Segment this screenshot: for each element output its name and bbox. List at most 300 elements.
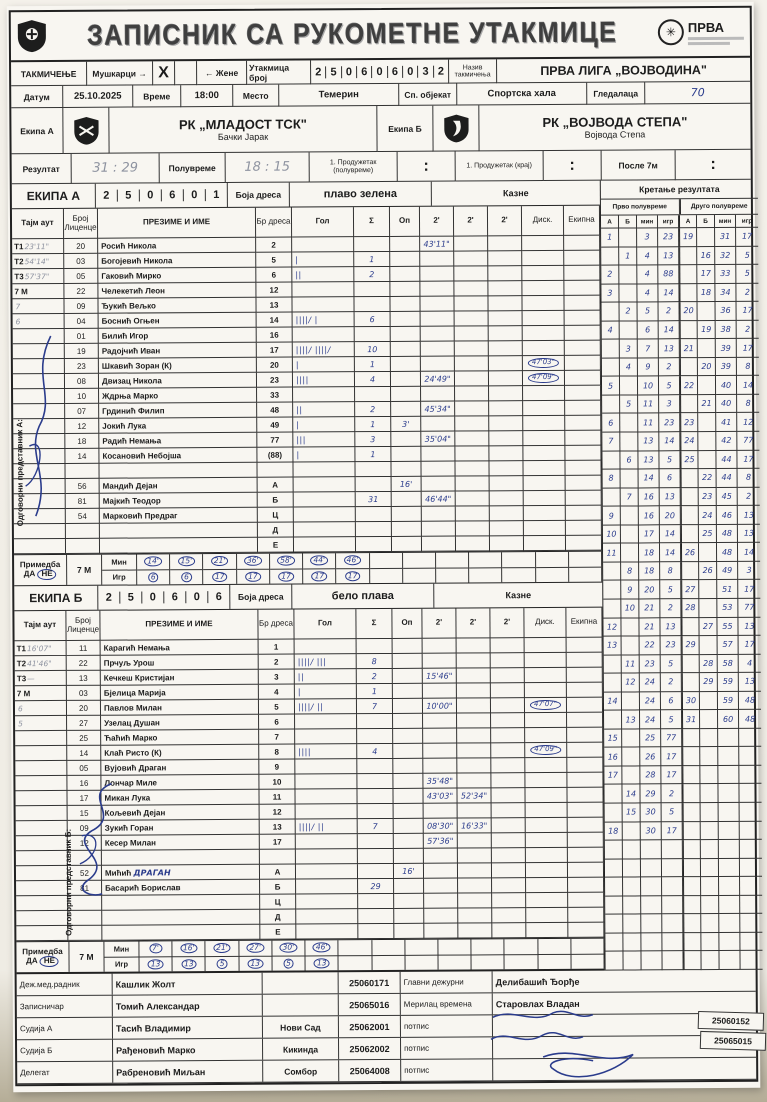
match-digit: 2 [434,65,448,77]
sg-min2: 48 [717,543,738,562]
suspension-time-3 [489,416,523,431]
sg-igr1: 5 [659,451,680,470]
license-number: 15 [68,806,102,821]
official-right-role: потпис [401,1059,493,1081]
sg-min1: 18 [639,544,660,563]
player-name: Узелац Душан [104,718,160,727]
overtime2-label: 1. Продужетак (крај) [456,151,544,182]
player-name: Ђукић Вељко [101,301,155,310]
team-a-rows [12,236,602,555]
seven-m-minute: 21' [211,556,229,566]
col-license: Број Лиценце [64,209,98,239]
goal-tally: || [295,669,357,684]
sg-a1 [605,933,623,952]
sg-b2 [698,451,716,470]
timeout-label: T3 [14,272,23,281]
goal-sum: 1 [355,417,391,432]
goal-sum [355,387,391,402]
team-penalty [568,848,604,863]
suspension-time-3 [490,536,524,551]
suspension-time-2 [454,251,488,266]
suspension-time-3 [488,251,522,266]
sg-b2 [701,859,719,878]
goal-sum: 10 [355,342,391,357]
suspension-time-2 [457,758,491,773]
sg-igr1: 13 [660,488,681,507]
goal-sum: 2 [355,402,391,417]
license-number: 18 [65,434,99,449]
official-right-name: Старовлах Владан [493,992,756,1015]
overtime1-label: 1. Продужетак (полувреме) [310,152,398,183]
goal-sum [357,729,393,744]
suspension-time-2 [455,386,489,401]
team-penalty [564,266,600,281]
suspension-time-2 [454,296,488,311]
sg-b2 [698,376,716,395]
suspension-time-1: 24'49" [421,372,455,387]
jersey-number: Д [260,910,296,925]
sg-igr2 [740,821,762,840]
score-row [602,358,759,378]
sg-igr1: 14 [659,321,680,340]
suspension-time-3 [492,833,526,848]
team-penalty [565,326,601,341]
warning-time [394,834,424,849]
suspension-time-1: 46'44" [422,492,456,507]
result-row [12,150,751,185]
sg-igr2: 17 [737,339,759,358]
place-label: Место [233,85,279,107]
sg-a1 [605,804,623,823]
col-2min-2: 2' [456,608,490,638]
license-number: 10 [65,389,99,404]
sg-a2 [681,525,699,544]
sg-a1 [602,340,620,359]
sg-b1 [622,637,640,656]
goal-tally [292,297,354,312]
suspension-time-2 [455,416,489,431]
jersey-number: Ц [258,508,294,523]
seven-m-player: 17 [245,571,261,581]
seven-m-minute: 46' [344,555,362,565]
player-name: Кољевић Дејан [105,808,166,817]
team-penalty [567,728,603,743]
sg-b2: 18 [697,284,715,303]
score-progression-title: Кретање резултата [601,180,758,200]
score-row [603,469,760,489]
sg-min2: 48 [717,525,738,544]
goal-sum: 4 [357,744,393,759]
goal-tally [295,714,357,729]
sg-b2 [700,636,718,655]
sg-a2 [681,469,699,488]
score-row [602,320,759,340]
sg-min1: 25 [640,729,661,748]
sg-b1: 12 [622,674,640,693]
team-penalty [568,908,604,923]
sg-min2: 42 [716,432,737,451]
sg-a2: 19 [679,228,697,247]
sg-igr2: 2 [737,320,759,339]
sg-igr2: 8 [737,358,759,377]
ekipa-b-code [98,585,230,610]
code-digit: 6 [162,189,184,201]
goal-sum: 31 [356,492,392,507]
sg-igr1 [662,896,683,915]
suspension-time-1 [421,462,455,477]
goal-sum: 8 [357,654,393,669]
sg-igr1: 20 [660,506,681,525]
sg-b2: 19 [698,321,716,340]
sg-igr2: 13 [738,617,760,636]
overtime1-value: : [398,152,456,182]
seven-m-minute: 7' [149,943,162,953]
goal-sum [357,774,393,789]
sg-b1 [621,470,639,489]
score-row [602,302,759,322]
sg-min1: 30 [641,803,662,822]
sg-a2: 26 [681,543,699,562]
seven-m-entry [270,553,303,583]
seven-m-entry [336,553,369,583]
suspension-time-3 [491,788,525,803]
sg-b2 [701,914,719,933]
official-name: Рабреновић Миљан [113,1061,263,1083]
timeout-time: 7 [15,302,20,311]
suspension-time-1 [423,684,457,699]
sg-min2 [719,877,740,896]
goal-tally: | [293,417,355,432]
sg-b2 [701,822,719,841]
seven-m-player: 17 [345,571,361,581]
sg-min1: 10 [638,377,659,396]
suspension-time-3 [489,461,523,476]
goal-sum [355,327,391,342]
suspension-time-3 [490,476,524,491]
warning-time [391,462,421,477]
sg-b1 [621,525,639,544]
suspension-time-2 [458,803,492,818]
team-penalty [567,788,603,803]
side-license-2: 25065015 [700,1031,766,1051]
goal-sum [357,789,393,804]
suspension-time-1 [424,894,458,909]
score-row [604,766,761,786]
warning-time [394,819,424,834]
sg-col: мин [715,215,736,228]
suspension-time-3 [491,653,525,668]
sg-igr2: 14 [737,376,759,395]
second-half-label: Друго полувреме [679,199,758,214]
sg-b1: 1 [619,247,637,266]
jersey-number: 3 [259,670,295,685]
suspension-time-1 [420,252,454,267]
halftime-value: 18 : 15 [226,152,310,183]
warning-time [393,759,423,774]
warning-time [393,789,423,804]
goal-tally [296,804,358,819]
sg-a2 [679,247,697,266]
goal-tally [294,492,356,507]
goal-tally [296,909,358,924]
player-name: Мандић Дејан [103,481,158,490]
sg-b2: 20 [698,358,716,377]
goal-sum [356,507,392,522]
after-7m-value: : [676,150,751,180]
goal-sum [358,834,394,849]
code-digit: 2 [98,592,120,604]
rep-b-label: Одговорни представник Б: [64,829,74,936]
seven-m-entry [505,939,538,969]
sg-a2 [683,914,701,933]
seven-m-entry [272,940,305,970]
sg-b1 [620,432,638,451]
sg-b2: 17 [697,265,715,284]
side-license-1: 25060152 [698,1011,764,1031]
primedba-b-row [16,938,604,975]
sg-igr1: 2 [660,599,681,618]
jersey-number: 12 [256,283,292,298]
suspension-time-3 [490,521,524,536]
suspension-time-3 [488,281,522,296]
seven-m-player: 13 [247,958,263,968]
seven-m-player: 17 [278,571,294,581]
seven-m-entry [206,941,239,971]
sg-igr2 [740,803,762,822]
sg-min2: 53 [717,599,738,618]
date-label: Датум [11,86,63,108]
goal-tally [296,864,358,879]
sg-b2 [699,599,717,618]
team-penalty [567,743,603,758]
sg-igr1: 2 [659,302,680,321]
sg-igr1: 2 [661,785,682,804]
sg-b1 [619,266,637,285]
col-disq: Диск. [522,206,564,236]
primedba-a-row [14,551,602,587]
sg-min1 [641,896,662,915]
venue-label: Сп. објекат [399,84,457,106]
sg-a1 [605,915,623,934]
score-row [604,691,761,711]
sg-igr1 [662,840,683,859]
col-2min-1: 2' [422,609,456,639]
jersey-number: 1 [259,640,295,655]
seven-m-player: 13 [314,958,330,968]
suspension-time-3 [492,803,526,818]
sg-igr1: 23 [658,228,679,247]
col-name: ПРЕЗИМЕ И ИМЕ [100,610,258,641]
warning-time [391,357,421,372]
goal-sum: 2 [354,267,390,282]
suspension-time-1: 35'48" [423,774,457,789]
suspension-time-1 [424,849,458,864]
sg-b1: 3 [620,340,638,359]
jersey-number: 13 [256,298,292,313]
sg-min2 [719,803,740,822]
match-number-boxes [311,60,449,85]
jersey-number: 4 [259,685,295,700]
seven-m-entry [571,939,604,969]
sg-b2 [700,747,718,766]
sg-b1 [623,822,641,841]
score-row [605,895,762,915]
goal-sum [354,282,390,297]
warning-time [391,432,421,447]
ekipa-a-code [96,183,228,208]
sg-min2: 40 [716,376,737,395]
score-row [602,339,759,359]
spectators-value: 70 [645,82,750,105]
suspension-time-2 [455,356,489,371]
license-number: 54 [66,509,100,524]
sg-a1 [605,952,623,971]
sg-b2 [700,729,718,748]
sg-min2: 31 [715,228,736,247]
suspension-time-2 [455,341,489,356]
penalties-header-b: Казне [434,583,602,608]
official-role: Судија А [17,1018,113,1040]
jersey-color-label-a: Боја дреса [228,183,290,207]
team-penalty [565,416,601,431]
match-digit: 0 [372,65,387,77]
sg-igr1: 6 [661,692,682,711]
sg-igr2 [740,877,762,896]
suspension-time-2 [457,773,491,788]
team-a-name: РК „МЛАДОСТ ТСК" [179,116,307,132]
sg-igr1: 5 [659,377,680,396]
license-number: 04 [65,314,99,329]
sg-igr1: 5 [661,655,682,674]
timeout-label: T3 [17,674,26,683]
suspension-time-3 [489,326,523,341]
official-right-role: Главни дежурни [401,971,493,993]
primedba-a-minigr-labels [102,555,137,585]
player-name: Кесер Милан [105,838,156,847]
sg-igr1: 88 [658,265,679,284]
team-penalty [565,461,601,476]
score-row [604,784,761,804]
sg-a1: 7 [602,433,620,452]
seven-m-entry [339,940,372,970]
primedba-a-label [14,555,67,585]
sg-b1: 2 [620,303,638,322]
license-number: 22 [64,284,98,299]
sg-a1 [603,562,621,581]
sg-a2 [681,618,699,637]
code-digit: 6 [208,591,229,603]
player-name: Радојчић Иван [102,346,160,355]
sg-igr1: 13 [659,339,680,358]
suspension-time-3 [488,296,522,311]
sg-a2 [682,766,700,785]
warning-time [393,654,423,669]
goal-tally [294,507,356,522]
team-penalty [565,341,601,356]
suspension-time-3 [489,446,523,461]
sg-a2: 22 [680,376,698,395]
official-right-role: потпис [401,1015,493,1037]
sg-b1: 9 [621,581,639,600]
federation-crest-icon [17,19,47,53]
halftime-label: Полувреме [160,153,226,183]
jersey-number: Б [260,880,296,895]
sg-a1 [605,841,623,860]
sg-b1 [623,859,641,878]
team-penalty [566,506,602,521]
sg-a1 [603,488,621,507]
col-2min-1: 2' [420,207,454,237]
player-name: Лончар Миле [104,778,157,787]
license-number [68,851,102,866]
scanned-match-report-sheet [7,2,761,1093]
sg-b2 [701,840,719,859]
col-disq: Диск. [524,608,566,638]
form-frame [9,6,759,1087]
sg-min2 [719,914,740,933]
sg-min1: 4 [637,247,658,266]
code-digit: 5 [118,189,140,201]
match-digit: 5 [326,66,341,78]
suspension-time-2 [458,923,492,938]
goal-sum [356,477,392,492]
suspension-time-2 [454,281,488,296]
goal-tally: | [292,252,354,267]
competition-name-label: Назив такмичења [449,59,497,83]
goal-tally [296,849,358,864]
sg-igr2 [740,895,762,914]
sg-min1: 21 [639,618,660,637]
team-penalty [568,878,604,893]
page-title: ЗАПИСНИК СА РУКОМЕТНЕ УТАКМИЦЕ [47,16,658,53]
jersey-number: 14 [257,313,293,328]
goal-tally [292,237,354,252]
sg-min1: 22 [640,636,661,655]
player-name: Кечкеш Кристијан [104,673,175,682]
sg-b2: 24 [699,506,717,525]
min-label: Мин [104,942,138,958]
sg-b1: 15 [623,803,641,822]
sg-a2 [681,488,699,507]
sg-b2 [701,951,719,970]
women-checkbox [175,61,197,85]
jersey-number: 23 [257,373,293,388]
score-row [602,376,759,396]
sg-igr2: 48 [739,710,761,729]
team-penalty [566,491,602,506]
primedba-yes: ДА [24,570,36,579]
suspension-time-1: 35'04" [421,432,455,447]
sg-igr2: 77 [737,432,759,451]
sg-b2: 27 [699,618,717,637]
sg-a1 [605,896,623,915]
sg-a2 [683,822,701,841]
primedba-b-minigr-labels [104,941,139,971]
sg-b2 [700,766,718,785]
suspension-time-1: 08'30" [424,819,458,834]
sg-b2: 21 [698,395,716,414]
score-row [605,877,762,897]
player-name: Марковић Предраг [103,511,178,520]
main-body [12,180,756,974]
seven-m-player: 5 [283,958,294,968]
sg-min1: 18 [639,562,660,581]
suspension-time-3 [492,923,526,938]
sg-a2: 30 [682,692,700,711]
license-number: 22 [67,656,101,671]
goal-tally: ||| [293,432,355,447]
code-digit: 0 [184,189,206,201]
